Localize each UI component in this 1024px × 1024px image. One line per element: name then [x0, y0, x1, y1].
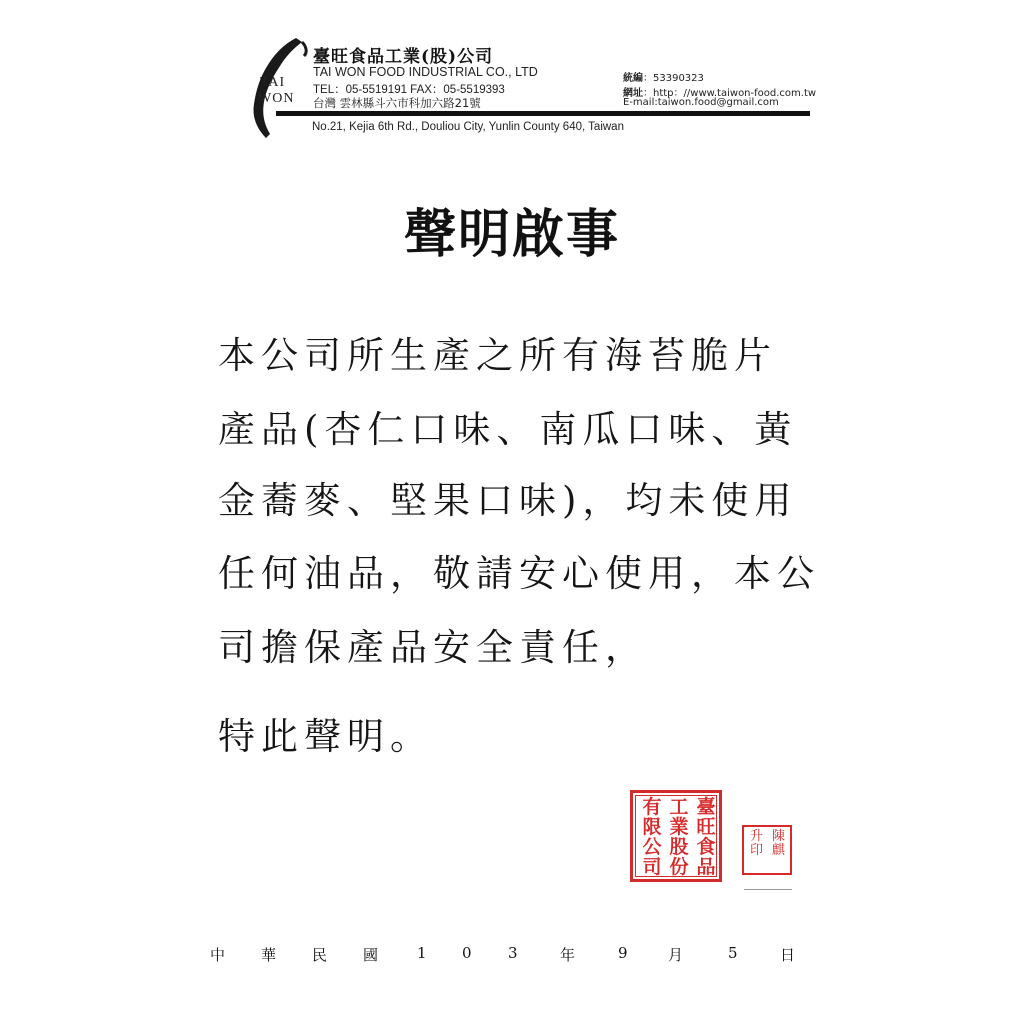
- seal-column-3: 有 限 公 司: [642, 796, 662, 878]
- logo-text-won: WON: [258, 91, 295, 106]
- logo-text-tai: TAI: [260, 75, 286, 90]
- person-seal-column-1: 陳 麒: [771, 829, 785, 858]
- tax-id-line: [623, 69, 704, 84]
- company-name-en: TAI WON FOOD INDUSTRIAL CO., LTD: [313, 65, 538, 79]
- date-char-6: 0: [462, 944, 472, 962]
- date-char-1: 中: [210, 946, 226, 964]
- taiwan-map-logo: [236, 34, 312, 144]
- closing-line: 特此聲明。: [218, 715, 433, 758]
- date-char-9: 9: [618, 944, 628, 962]
- company-address-zh: 台灣 雲林縣斗六市科加六路21號: [313, 96, 481, 110]
- body-line-3: 金蕎麥、堅果口味)，均未使用: [218, 479, 798, 522]
- date-char-5: 1: [417, 944, 427, 962]
- body-line-5: 司擔保產品安全責任，: [218, 626, 648, 669]
- date-char-8: 年: [560, 946, 576, 964]
- company-tel-fax: TEL：05-5519191 FAX：05-5519393: [313, 84, 505, 96]
- date-char-3: 民: [312, 946, 328, 964]
- letterhead-rule: [276, 111, 810, 116]
- company-seal-stamp: [630, 790, 722, 882]
- seal-column-2: 工 業 股 份: [669, 796, 689, 878]
- tax-id-label: 統編: [623, 73, 643, 84]
- date-char-12: 日: [780, 946, 796, 964]
- tax-id-value: ：53390323: [643, 73, 704, 84]
- date-char-4: 國: [363, 946, 379, 964]
- company-name-zh: 臺旺食品工業(股)公司: [313, 47, 494, 67]
- date-char-11: 5: [728, 944, 738, 962]
- letterhead: [0, 0, 1024, 150]
- website-label: 網址: [623, 88, 643, 99]
- company-address-en: No.21, Kejia 6th Rd., Douliou City, Yunlin County 640, Taiwan: [312, 121, 624, 133]
- person-seal-stamp: [742, 825, 792, 875]
- body-line-2: 產品(杏仁口味、南瓜口味、黃: [218, 408, 798, 451]
- date-char-7: 3: [508, 944, 518, 962]
- email-line: E-mail:taiwon.food@gmail.com: [623, 97, 779, 108]
- person-seal-column-2: 升 印: [749, 829, 763, 858]
- signature-underline: [744, 889, 792, 890]
- date-char-2: 華: [261, 946, 277, 964]
- body-line-1: 本公司所生產之所有海苔脆片: [218, 334, 777, 377]
- seal-column-1: 臺 旺 食 品: [696, 796, 716, 878]
- body-line-4: 任何油品，敬請安心使用，本公: [218, 552, 820, 595]
- document-title: 聲明啟事: [403, 205, 620, 265]
- date-char-10: 月: [668, 946, 684, 964]
- website-value: ：http：//www.taiwon-food.com.tw: [643, 88, 817, 99]
